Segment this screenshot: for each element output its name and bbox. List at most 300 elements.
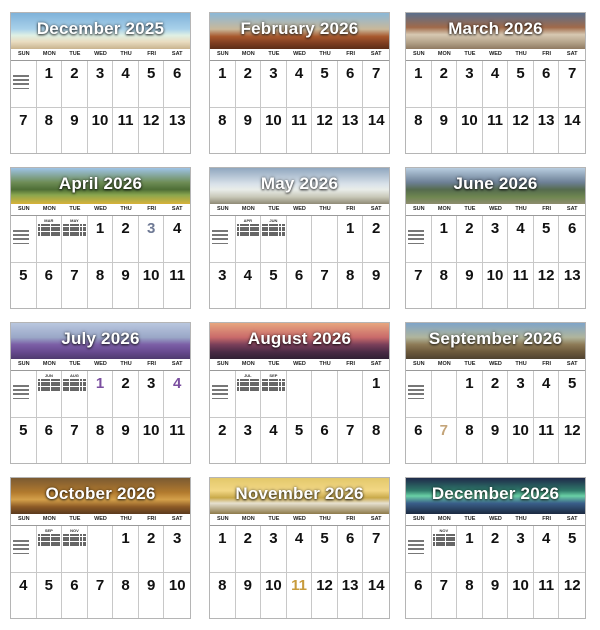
weekday-label: MON (437, 516, 451, 522)
mini-calendar-days (237, 379, 260, 391)
day-cell (406, 526, 432, 573)
day-cell (312, 371, 338, 418)
day-number: 4 (541, 375, 551, 392)
weekday-label: WED (293, 206, 306, 212)
day-cell (534, 61, 560, 108)
day-cell (534, 216, 560, 263)
day-number: 2 (243, 65, 253, 82)
month-title: October 2026 (45, 484, 156, 503)
day-cell (534, 418, 560, 464)
day-cell (236, 61, 262, 108)
day-cell (113, 61, 139, 108)
day-cell (508, 216, 534, 263)
day-number: 6 (345, 65, 355, 82)
mini-calendar-days (38, 224, 61, 236)
mini-calendar-title: JUN (44, 373, 53, 378)
weekday-header (406, 49, 585, 61)
day-cell (483, 216, 509, 263)
day-cell (312, 526, 338, 573)
month-title: February 2026 (240, 19, 359, 38)
month-panel (10, 477, 191, 619)
day-number: 11 (117, 112, 134, 129)
day-number: 4 (243, 267, 253, 284)
day-number: 4 (490, 65, 500, 82)
day-cell (338, 573, 364, 619)
mini-calendar-days (262, 224, 285, 236)
day-cell (62, 61, 88, 108)
weekday-label: TUE (69, 516, 81, 522)
weekday-label: FRI (542, 516, 552, 522)
day-cell (483, 371, 509, 418)
day-cell (534, 108, 560, 154)
month-photo-banner (210, 323, 389, 359)
day-cell (483, 573, 509, 619)
day-number: 5 (541, 220, 551, 237)
weekday-label: THU (515, 51, 527, 57)
day-number: 2 (121, 220, 130, 237)
day-cell (236, 573, 262, 619)
day-number: 3 (516, 530, 525, 547)
weekday-header (210, 49, 389, 61)
weekday-label: TUE (268, 51, 280, 57)
day-number: 13 (341, 577, 359, 594)
fine-print-line (408, 548, 424, 550)
weekday-label: TUE (69, 51, 81, 57)
month-title: May 2026 (260, 174, 339, 193)
day-cell (457, 108, 483, 154)
weekday-label: SUN (216, 206, 229, 212)
day-cell (37, 216, 63, 263)
day-number: 4 (294, 65, 304, 82)
day-number: 3 (95, 65, 105, 82)
fine-print-line (13, 540, 29, 542)
mini-calendar-days (38, 379, 61, 391)
weekday-label: SUN (412, 206, 425, 212)
day-cell (37, 108, 63, 154)
moon-phase-notes (212, 385, 233, 402)
fine-print-line (408, 393, 424, 395)
weekday-header (406, 514, 585, 526)
weekday-label: TUE (464, 206, 476, 212)
day-cell (559, 418, 585, 464)
day-grid (406, 371, 585, 464)
weekday-label: SAT (171, 51, 183, 57)
day-cell (312, 108, 338, 154)
day-cell (62, 216, 88, 263)
fine-print-line (13, 548, 29, 550)
day-number: 11 (512, 267, 529, 284)
mini-calendar-title: AUG (69, 373, 79, 378)
day-number: 1 (465, 530, 474, 547)
day-number: 10 (512, 577, 529, 594)
day-number: 2 (218, 422, 227, 439)
day-cell (406, 263, 432, 309)
day-cell (164, 526, 190, 573)
day-cell (88, 216, 114, 263)
day-cell (338, 263, 364, 309)
day-cell (261, 573, 287, 619)
day-number: 9 (121, 267, 130, 284)
day-cell (11, 216, 37, 263)
weekday-label: WED (94, 361, 107, 367)
fine-print-line (408, 553, 424, 555)
mini-calendar-title: APR (243, 218, 253, 223)
day-cell (508, 263, 534, 309)
day-cell (508, 61, 534, 108)
day-number: 7 (568, 65, 577, 82)
month-photo-banner (406, 13, 585, 49)
day-cell (559, 216, 585, 263)
day-number: 3 (269, 65, 278, 82)
weekday-header (210, 359, 389, 371)
weekday-label: THU (120, 51, 132, 57)
day-cell (483, 61, 509, 108)
fine-print-line (408, 389, 424, 391)
month-panel (209, 12, 390, 154)
weekday-header (406, 359, 585, 371)
day-number: 13 (341, 112, 359, 129)
day-number: 10 (512, 422, 529, 439)
day-number: 11 (291, 112, 307, 129)
mini-calendar (38, 373, 61, 391)
day-cell (363, 526, 389, 573)
day-number: 2 (490, 530, 500, 547)
weekday-label: THU (515, 206, 527, 212)
fine-print-line (13, 234, 29, 236)
weekday-label: FRI (346, 516, 356, 522)
day-number: 11 (538, 422, 555, 439)
day-cell (287, 263, 313, 309)
weekday-header (11, 204, 190, 216)
day-number: 1 (345, 220, 355, 237)
day-number: 8 (372, 422, 381, 439)
day-cell (62, 526, 88, 573)
day-number: 1 (95, 375, 105, 392)
day-cell (457, 263, 483, 309)
mini-calendar-title: MAY (70, 218, 79, 223)
day-number: 6 (541, 65, 551, 82)
month-photo-banner (11, 13, 190, 49)
day-cell (287, 216, 313, 263)
fine-print-line (212, 389, 228, 391)
weekday-label: MON (241, 206, 255, 212)
day-number: 12 (537, 267, 555, 284)
weekday-label: SAT (566, 361, 578, 367)
day-number: 12 (563, 422, 581, 439)
day-cell (338, 371, 364, 418)
day-cell (363, 216, 389, 263)
weekday-label: SUN (17, 206, 30, 212)
day-cell (37, 371, 63, 418)
day-number: 8 (345, 267, 355, 284)
day-number: 1 (218, 65, 227, 82)
weekday-label: SUN (412, 361, 425, 367)
mini-calendar (237, 373, 260, 391)
day-number: 9 (372, 267, 381, 284)
day-cell (210, 263, 236, 309)
mini-calendar-days (262, 379, 285, 391)
fine-print-line (408, 238, 424, 240)
day-number: 8 (95, 422, 105, 439)
day-number: 2 (439, 65, 449, 82)
fine-print-line (212, 393, 228, 395)
day-number: 9 (490, 577, 500, 594)
moon-phase-notes (13, 540, 34, 557)
weekday-label: MON (42, 51, 56, 57)
day-cell (483, 418, 509, 464)
moon-phase-notes (408, 230, 429, 247)
fine-print-line (408, 385, 424, 387)
day-cell (88, 526, 114, 573)
fine-print-line (13, 88, 29, 90)
day-grid (11, 61, 190, 154)
weekday-label: FRI (147, 206, 157, 212)
day-number: 12 (512, 112, 529, 129)
month-photo-banner (406, 168, 585, 204)
mini-day-mark (282, 234, 285, 236)
day-number: 5 (568, 375, 577, 392)
day-grid (210, 371, 389, 464)
weekday-header (210, 514, 389, 526)
day-cell (508, 573, 534, 619)
day-number: 6 (44, 267, 54, 284)
day-cell (11, 263, 37, 309)
fine-print-line (408, 243, 424, 245)
day-cell (287, 371, 313, 418)
weekday-label: FRI (542, 206, 552, 212)
day-grid (11, 371, 190, 464)
day-cell (338, 108, 364, 154)
day-cell (559, 108, 585, 154)
day-number: 3 (218, 267, 227, 284)
day-number: 5 (294, 422, 304, 439)
day-number: 9 (465, 267, 474, 284)
month-photo-banner (406, 478, 585, 514)
weekday-label: WED (94, 206, 107, 212)
day-number: 6 (414, 577, 423, 594)
day-number: 3 (173, 530, 182, 547)
mini-calendar-title: SEP (269, 373, 278, 378)
month-title: December 2025 (36, 19, 165, 38)
day-number: 5 (568, 530, 577, 547)
fine-print-line (13, 385, 29, 387)
day-number: 12 (142, 112, 160, 129)
day-number: 2 (490, 375, 500, 392)
day-cell (113, 573, 139, 619)
day-number: 3 (269, 530, 278, 547)
day-number: 10 (91, 112, 109, 129)
mini-calendar-title: NOV (439, 528, 449, 533)
day-cell (261, 371, 287, 418)
day-cell (139, 573, 165, 619)
day-cell (432, 418, 458, 464)
fine-print-line (13, 230, 29, 232)
day-cell (261, 61, 287, 108)
day-cell (164, 61, 190, 108)
day-number: 8 (218, 112, 227, 129)
weekday-label: TUE (268, 361, 280, 367)
day-cell (11, 108, 37, 154)
mini-calendar-title: MAR (44, 218, 54, 223)
day-cell (88, 108, 114, 154)
day-number: 5 (44, 577, 54, 594)
mini-calendar-title: SEP (44, 528, 53, 533)
day-number: 3 (516, 375, 525, 392)
month-title: August 2026 (247, 329, 352, 348)
month-panel (405, 477, 586, 619)
day-grid (210, 61, 389, 154)
mini-day-mark (256, 234, 259, 236)
day-cell (432, 371, 458, 418)
day-cell (483, 108, 509, 154)
day-cell (164, 573, 190, 619)
day-cell (508, 526, 534, 573)
day-number: 10 (142, 267, 160, 284)
day-cell (457, 526, 483, 573)
weekday-label: TUE (464, 51, 476, 57)
weekday-header (11, 514, 190, 526)
day-number: 10 (265, 112, 282, 129)
fine-print-line (212, 398, 228, 400)
day-cell (62, 418, 88, 464)
day-cell (432, 573, 458, 619)
day-number: 11 (291, 577, 307, 594)
weekday-label: MON (437, 206, 451, 212)
day-number: 4 (541, 530, 551, 547)
mini-calendar (262, 373, 285, 391)
weekday-label: MON (42, 361, 56, 367)
day-cell (312, 61, 338, 108)
fine-print-line (13, 393, 29, 395)
day-cell (37, 418, 63, 464)
day-cell (139, 526, 165, 573)
day-cell (406, 573, 432, 619)
day-number: 1 (372, 375, 381, 392)
day-grid (210, 526, 389, 619)
weekday-label: THU (120, 516, 132, 522)
day-cell (406, 108, 432, 154)
day-cell (236, 526, 262, 573)
mini-calendar-days (63, 379, 86, 391)
mini-day-mark (83, 544, 86, 546)
day-number: 2 (121, 375, 130, 392)
day-cell (363, 371, 389, 418)
month-panel (10, 322, 191, 464)
day-cell (483, 526, 509, 573)
day-number: 4 (269, 422, 278, 439)
day-number: 7 (70, 267, 79, 284)
mini-calendar (38, 528, 61, 546)
day-number: 8 (44, 112, 54, 129)
day-number: 3 (146, 375, 156, 392)
mini-calendar-days (63, 534, 86, 546)
fine-print-line (13, 243, 29, 245)
day-cell (363, 263, 389, 309)
day-cell (457, 61, 483, 108)
mini-calendar-days (433, 534, 456, 546)
weekday-label: WED (489, 51, 502, 57)
day-number: 10 (486, 267, 504, 284)
day-number: 8 (414, 112, 423, 129)
day-cell (534, 526, 560, 573)
day-number: 9 (490, 422, 500, 439)
day-cell (113, 216, 139, 263)
fine-print-line (13, 389, 29, 391)
day-number: 6 (70, 577, 79, 594)
mini-day-mark (57, 389, 60, 391)
day-number: 13 (168, 112, 186, 129)
day-number: 4 (516, 220, 525, 237)
day-number: 5 (516, 65, 525, 82)
day-cell (113, 418, 139, 464)
mini-calendar (63, 373, 86, 391)
day-cell (363, 61, 389, 108)
fine-print-line (13, 75, 29, 77)
weekday-label: SAT (566, 206, 578, 212)
month-title: June 2026 (453, 174, 538, 193)
weekday-label: WED (94, 516, 107, 522)
mini-calendar-title: JUN (269, 218, 278, 223)
month-panel (10, 12, 191, 154)
fine-print-line (13, 544, 29, 546)
weekday-label: SAT (171, 361, 183, 367)
day-cell (210, 526, 236, 573)
day-cell (62, 108, 88, 154)
day-cell (113, 108, 139, 154)
moon-phase-notes (408, 385, 429, 402)
mini-calendar (63, 218, 86, 236)
weekday-label: THU (120, 361, 132, 367)
month-title: September 2026 (428, 329, 563, 348)
day-number: 12 (316, 577, 333, 594)
day-cell (287, 573, 313, 619)
day-number: 5 (19, 422, 28, 439)
day-cell (457, 216, 483, 263)
day-cell (37, 263, 63, 309)
day-number: 7 (320, 267, 329, 284)
mini-calendar (237, 218, 260, 236)
mini-day-mark (256, 389, 259, 391)
day-cell (210, 371, 236, 418)
day-cell (113, 526, 139, 573)
day-number: 3 (146, 220, 156, 237)
weekday-label: MON (437, 361, 451, 367)
mini-calendar-days (237, 224, 260, 236)
day-number: 8 (465, 577, 474, 594)
day-grid (406, 61, 585, 154)
day-cell (312, 263, 338, 309)
fine-print-line (212, 234, 228, 236)
day-number: 3 (243, 422, 253, 439)
day-number: 7 (70, 422, 79, 439)
weekday-label: SUN (216, 516, 229, 522)
day-cell (312, 573, 338, 619)
month-panel (10, 167, 191, 309)
fine-print-line (212, 243, 228, 245)
month-title: July 2026 (61, 329, 140, 348)
day-cell (11, 371, 37, 418)
weekday-label: MON (437, 51, 451, 57)
day-number: 9 (121, 422, 130, 439)
day-number: 7 (439, 422, 449, 439)
weekday-label: SAT (370, 206, 382, 212)
day-number: 1 (44, 65, 54, 82)
day-cell (559, 263, 585, 309)
fine-print-line (212, 385, 228, 387)
mini-day-mark (57, 234, 60, 236)
day-number: 14 (367, 577, 385, 594)
day-number: 7 (372, 530, 381, 547)
